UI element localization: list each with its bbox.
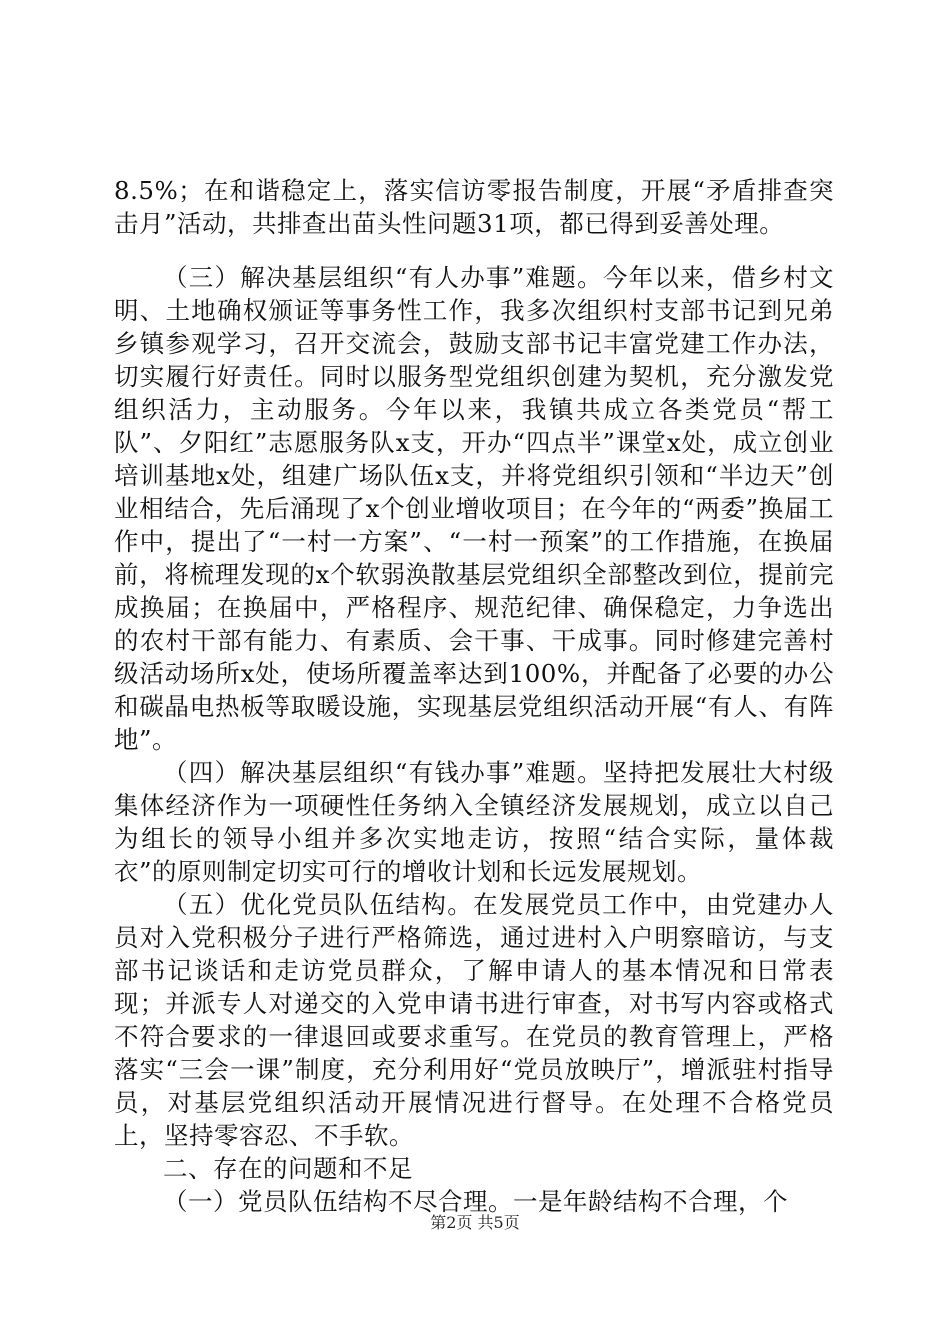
continuation-section (114, 174, 834, 240)
page-number-label: 第2页 共5页 (430, 1213, 520, 1232)
paragraph-5: （五）优化党员队伍结构。在发展党员工作中，由党建办人员对入党积极分子进行严格筛选，通过进村入户明察暗访，与支部书记谈话和走访党员群众，了解申请人的基本情况和日常表现；并派专人对递交的入党申请书进行审查，对书写内容或格式不符合要求的一律退回或要求重写。在党员的教育管理上，严格落实“三会一课”制度，充分利用好“党员放映厅”，增派驻村指导员，对基层党组织活动开展情况进行督导。在处理不合格党员上，坚持零容忍、不手软。 (114, 890, 834, 1150)
paragraph-problem-1: （一）党员队伍结构不尽合理。一是年龄结构不合理，个 (163, 1187, 788, 1216)
section-heading: 二、存在的问题和不足 (163, 1154, 413, 1183)
paragraph-3: （三）解决基层组织“有人办事”难题。今年以来，借乡村文明、土地确权颁证等事务性工作，我多次组织村支部书记到兄弟乡镇参观学习，召开交流会，鼓励支部书记丰富党建工作办法，切实履行好责任。同时以服务型党组织创建为契机，充分激发党组织活力，主动服务。今年以来，我镇共成立各类党员“帮工队”、夕阳红”志愿服务队x支，开办“四点半”课堂x处，成立创业培训基地x处，组建广场队伍x支，并将党组织引领和“半边天”创业相结合，先后涌现了x个创业增收项目；在今年的“两委”换届工作中，提出了“一村一方案”、“一村一预案”的工作措施，在换届前，将梳理发现的x个软弱涣散基层党组织全部整改到位，提前完成换届；在换届中，严格程序、规范纪律、确保稳定，力争选出的农村干部有能力、有素质、会干事、干成事。同时修建完善村级活动场所x处，使场所覆盖率达到100%，并配备了必要的办公和碳晶电热板等取暖设施，实现基层党组织活动开展“有人、有阵地”。 (114, 263, 834, 754)
body-section (114, 261, 834, 1218)
page-footer (0, 1212, 950, 1234)
continuation-paragraph: 8.5%；在和谐稳定上，落实信访零报告制度，开展“矛盾排查突击月”活动，共排查出苗头性问题31项，都已得到妥善处理。 (114, 176, 834, 238)
paragraph-4: （四）解决基层组织“有钱办事”难题。坚持把发展壮大村级集体经济作为一项硬性任务纳入全镇经济发展规划，成立以自己为组长的领导小组并多次实地走访，按照“结合实际，量体裁衣”的原则制定切实可行的增收计划和长远发展规划。 (114, 758, 834, 886)
